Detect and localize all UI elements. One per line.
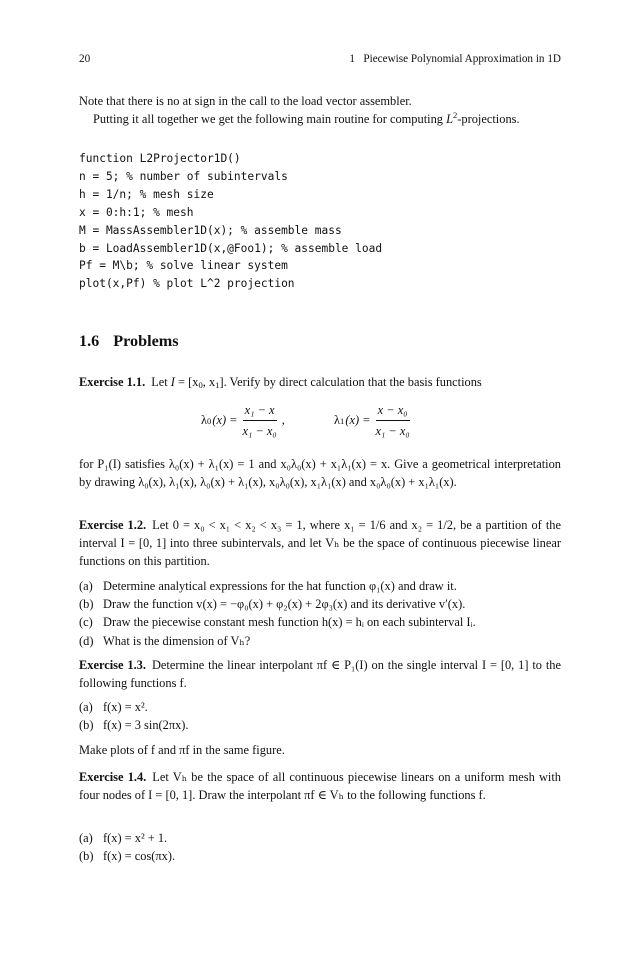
lambda1-arg: (x) = [345, 413, 371, 428]
intro-paragraph [79, 110, 561, 128]
list-item [79, 632, 561, 650]
code-line: h = 1/n; % mesh size [79, 187, 214, 201]
code-line: function L2Projector1D() [79, 152, 241, 165]
lambda0-numerator: x₁ − x [243, 402, 277, 421]
exercise-1-1-body: for P₁(I) satisfies λ₀(x) + λ₁(x) = 1 and x₀λ₀(x) + x₁λ₁(x) = x. Give a geometrical interpretation by drawing λ₀(x), λ₁(x), λ₀(x) + λ₁(x), x₀λ₀(x), x₁λ₁(x) and x₀λ₀(x) + x₁λ₁(x). [79, 457, 561, 490]
lambda0-symbol: λ [201, 413, 208, 428]
list-item [79, 698, 561, 716]
list-item [79, 829, 561, 847]
item-label: (d) [79, 633, 94, 648]
exercise-1-2-items [79, 577, 561, 650]
ex11-sub0: 0 [198, 380, 203, 390]
code-listing [79, 150, 382, 293]
intro-L: L [446, 112, 453, 126]
lambda1-numerator: x − x₀ [376, 402, 410, 421]
lambda1-denominator: x₁ − x₀ [375, 424, 410, 438]
code-line: x = 0:h:1; % mesh [79, 205, 194, 219]
running-header [79, 50, 561, 68]
item-text: f(x) = cos(πx). [103, 849, 176, 864]
exercise-1-4-intro [79, 768, 561, 804]
lambda0-fraction [241, 402, 279, 439]
item-label: (a) [79, 700, 93, 714]
list-item [79, 847, 561, 865]
ex13-text: Determine the linear interpolant πf ∈ P₁(I) on the single interval I = [0, 1] to the following functions f. [79, 658, 561, 691]
lambda0-comma: , [281, 413, 285, 428]
item-text: f(x) = x² + 1. [103, 831, 168, 845]
exercise-1-4-items [79, 829, 561, 865]
ex11-eq: = [x [174, 375, 199, 389]
section-heading [79, 330, 179, 352]
exercise-label: Exercise 1.1. [79, 375, 146, 389]
exercise-1-1-intro [79, 373, 561, 391]
item-label: (a) [79, 579, 93, 593]
intro-text: Putting it all together we get the following main routine for computing [93, 112, 447, 126]
code-line: M = MassAssembler1D(x); % assemble mass [79, 223, 342, 237]
item-label: (a) [79, 831, 93, 845]
exercise-1-3-intro [79, 656, 561, 692]
ex14-text: Let Vₕ be the space of all continuous piecewise linears on a uniform mesh with four nodes of I = [0, 1]. Draw the interpolant πf ∈ Vₕ to the following functions f. [79, 770, 562, 803]
code-line: Pf = M\b; % solve linear system [79, 259, 288, 273]
item-text: Draw the piecewise constant mesh function h(x) = hᵢ on each subinterval Iᵢ. [103, 615, 476, 630]
lambda1-equation: λ 1 (x) = $\frac{\text{x − x₀}}{\text{x₁ − x₀}}$ [334, 403, 410, 438]
list-item [79, 613, 561, 631]
ex11-I: I [170, 375, 175, 389]
exercise-1-2-intro [79, 516, 561, 571]
exercise-label: Exercise 1.2. [79, 518, 147, 532]
item-label: (c) [79, 615, 93, 630]
item-text: f(x) = x². [103, 700, 148, 714]
ex11-sub1: 1 [215, 380, 220, 390]
ex11-text2: ]. Verify by direct calculation that the basis functions [219, 375, 482, 389]
item-label: (b) [79, 597, 94, 612]
ex12-text: Let 0 = x₀ < x₁ < x₂ < x₃ = 1, where x₁ = 1/6 and x₂ = 1/2, be a partition of the interval I = [0, 1] into three subintervals, and let Vₕ be the space of continuous piecewise linear functions on this partition. [79, 518, 561, 569]
item-text: f(x) = 3 sin(2πx). [103, 718, 189, 733]
code-line: n = 5; % number of subintervals [79, 169, 288, 183]
page-number: 20 [79, 53, 91, 65]
lambda0-equation: λ 0 (x) = $\frac{\text{x₁ − x}}{\text{x₁ − x₀}}$ , [201, 403, 285, 438]
intro-line-1: Note that there is no at sign in the call to the load vector assembler. [79, 94, 412, 108]
lambda1-symbol: λ [334, 413, 341, 428]
chapter-title: 1 Piecewise Polynomial Approximation in 1D [349, 53, 561, 65]
lambda1-fraction [374, 402, 412, 439]
code-line: plot(x,Pf) % plot L^2 projection [79, 277, 295, 291]
basis-function-equations [79, 400, 561, 446]
list-item [79, 595, 561, 613]
item-text: What is the dimension of Vₕ? [103, 633, 251, 648]
item-label: (b) [79, 849, 94, 864]
list-item [79, 577, 561, 595]
exercise-1-3-after: Make plots of f and πf in the same figure. [79, 743, 285, 757]
item-text: Draw the function v(x) = −φ₀(x) + φ₂(x) + 2φ₃(x) and its derivative v′(x). [103, 597, 466, 612]
intro-sup: 2 [452, 110, 458, 120]
exercise-label: Exercise 1.3. [79, 658, 146, 672]
intro-end: -projections. [457, 112, 520, 126]
lambda0-arg: (x) = [212, 413, 238, 428]
ex11-comma: , x [202, 375, 216, 389]
exercise-1-3-items [79, 698, 561, 734]
item-text: Determine analytical expressions for the hat function φ₁(x) and draw it. [103, 579, 457, 593]
item-label: (b) [79, 718, 94, 733]
section-number: 1.6 [79, 332, 100, 350]
ex11-text: Let [151, 375, 171, 389]
lambda0-denominator: x₁ − x₀ [242, 424, 277, 438]
code-line: b = LoadAssembler1D(x,@Foo1); % assemble load [79, 241, 383, 255]
exercise-label: Exercise 1.4. [79, 770, 147, 784]
list-item [79, 716, 561, 734]
section-title: Problems [113, 332, 179, 350]
